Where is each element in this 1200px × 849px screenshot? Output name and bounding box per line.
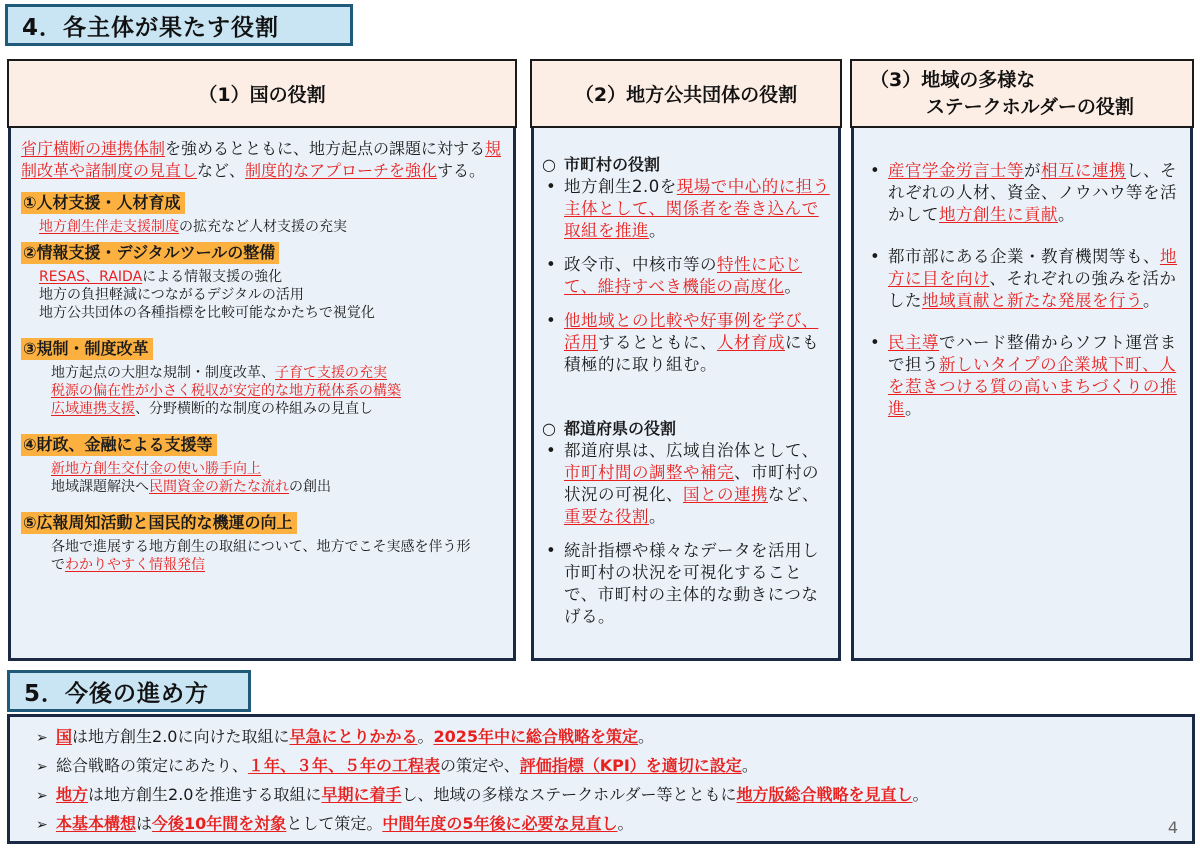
arrow-bullet-icon: ➢ [36,817,48,833]
spacer [21,322,503,332]
national-subheading: ⑤広報周知活動と国民的な機運の向上 [21,512,297,534]
plain-text: の拡充など人材支援の充実 [179,219,347,235]
emphasis-text: 相互に連携 [1041,161,1126,180]
subitem-line [51,364,503,382]
plain-text: 。 [649,221,666,240]
plain-text: による情報支援の強化 [142,269,283,285]
plain-text: 都市部にある企業・教育機関等も、 [888,247,1160,266]
column-header-stakeholders [850,59,1194,128]
emphasis-text: 地方に目を向け [888,247,1177,288]
local-gov-bullets [542,440,832,628]
plain-text: にも積極的に取り組む。 [564,333,819,374]
emphasis-text: RESAS、RAIDA [39,269,143,285]
emphasis-text: 評価指標（KPI）を適切に設定 [519,756,742,775]
emphasis-text: 制度的なアプローチを強化 [245,161,438,180]
bullet-item [542,254,832,298]
plain-text: で [51,557,65,573]
group-heading-text: 都道府県の役割 [564,419,677,438]
group-heading-text: 市町村の役割 [564,155,661,174]
emphasis-text: 市町村間の調整や補完 [564,463,734,482]
plain-text: する。 [437,161,486,180]
plain-text: 。 [1058,205,1075,224]
emphasis-text: 2025年中に総合戦略を策定 [433,727,639,746]
emphasis-text: 本基本構想 [56,814,137,833]
plain-text: は地方創生2.0を推進する取組に [88,785,322,804]
emphasis-text: 今後10年間を対象 [152,814,287,833]
plain-text: 政令市、中核市等の [564,255,717,274]
local-gov-bullets [542,176,832,376]
bullet-item [866,246,1180,312]
plain-text: 。 [912,785,929,804]
plain-text: 、市町村の状況の可視化、 [564,463,819,504]
emphasis-text: 子育て支援の充実 [275,365,387,381]
plain-text: 都道府県は、広域自治体として、 [564,441,819,460]
bullet-item [542,540,832,628]
bullet-item [866,332,1180,420]
emphasis-text: 地域貢献と新たな発展を行う [922,291,1143,310]
emphasis-text: 早期に着手 [321,785,402,804]
emphasis-text: 地方 [56,785,89,804]
emphasis-text: 地方創生に貢献 [939,205,1058,224]
emphasis-text: 規制改革や諸制度の見直し [21,139,502,180]
subitem-line [51,478,503,496]
stakeholders-bullets [866,160,1180,420]
subitem-line [39,268,503,286]
section-4-title: 4．各主体が果たす役割 [5,4,353,46]
national-intro [21,138,503,182]
plain-text: 地方起点の大胆な規制・制度改革、 [51,365,275,381]
column-body-local-gov [531,128,841,661]
plain-text: 。 [741,756,758,775]
emphasis-text: 地方創生伴走支援制度 [39,219,179,235]
subitem-line [51,556,503,574]
column-body-national [8,128,516,661]
national-subheading: ①人材支援・人材育成 [21,192,185,214]
plain-text: 。 [417,727,434,746]
spacer [21,418,503,428]
subitem-line [39,304,503,322]
emphasis-text: 新しいタイプの企業城下町、人を惹きつける質の高いまちづくりの推進 [888,355,1177,418]
emphasis-text: 税源の偏在性が小さく税収が安定的な地方税体系の構築 [51,383,401,399]
emphasis-text: 民主導 [888,333,939,352]
emphasis-text: 省庁横断の連携体制 [21,139,166,158]
subitem-line [51,400,503,418]
plain-text: し、地域の多様なステークホルダー等とともに [401,785,737,804]
plain-text: 地方の負担軽減につながるデジタルの活用 [39,287,304,303]
plain-text: 。 [649,507,666,526]
emphasis-text: 早急にとりかかる [289,727,418,746]
subitem-line [39,218,503,236]
spacer [21,496,503,506]
next-step-item [36,781,1192,810]
subitem-line [51,460,503,478]
circle-marker-icon: ○ [542,155,556,174]
column-body-stakeholders [851,128,1193,661]
emphasis-text: 民間資金の新たな流れ [149,479,289,495]
arrow-bullet-icon: ➢ [36,788,48,804]
emphasis-text: 他地域との比較や好事例を学び、活用 [564,311,819,352]
national-items [21,186,503,574]
plain-text: 総合戦略の策定にあたり、 [56,756,249,775]
column-header-local-gov: （2）地方公共団体の役割 [530,59,842,128]
column-header-national: （1）国の役割 [7,59,517,128]
arrow-bullet-icon: ➢ [36,759,48,775]
plain-text: 。 [905,399,922,418]
emphasis-text: 国 [56,727,73,746]
plain-text: 統計指標や様々なデータを活用し市町村の状況を可視化することで、市町村の主体的な動きにつなげる。 [564,541,819,626]
emphasis-text: 重要な役割 [564,507,649,526]
plain-text: 地域課題解決へ [51,479,149,495]
national-subitems [21,218,503,236]
bullet-item [542,440,832,528]
emphasis-text: 地方版総合戦略を見直し [736,785,913,804]
plain-text: を強めるとともに、地方起点の課題に対する [165,139,486,158]
plain-text: するとともに、 [598,333,717,352]
section-5-title: 5．今後の進め方 [7,670,251,712]
emphasis-text: 人材育成 [717,333,785,352]
emphasis-text: 特性に応じて、維持すべき機能の高度化 [564,255,802,296]
next-step-item [36,723,1192,752]
plain-text: 各地で進展する地方創生の取組について、地方でこそ実感を伴う形 [51,539,471,555]
plain-text: 地方創生2.0を [564,177,677,196]
subitem-line [51,538,503,556]
plain-text: の策定や、 [440,756,520,775]
plain-text: など、 [768,485,819,504]
emphasis-text: 中間年度の5年後に必要な見直し [382,814,618,833]
plain-text: 、それぞれの強みを活かした [888,269,1177,310]
plain-text: の創出 [289,479,331,495]
next-step-item [36,752,1192,781]
plain-text: 。 [638,727,655,746]
emphasis-text: 産官学金労言士等 [888,161,1024,180]
national-subitems [21,268,503,322]
section-5-body [7,714,1195,844]
plain-text: は [136,814,153,833]
subitem-line [39,286,503,304]
local-gov-groups [542,154,832,628]
plain-text: 。 [617,814,634,833]
plain-text: 地方公共団体の各種指標を比較可能なかたちで視覚化 [39,305,375,321]
emphasis-text: 広域連携支援 [51,401,135,417]
next-steps-list [36,723,1192,839]
plain-text: など、 [197,161,246,180]
plain-text: が [1024,161,1041,180]
plain-text: し、それぞれの人材、資金、ノウハウ等を活かして [888,161,1177,224]
emphasis-text: 現場で中心的に担う主体として、関係者を巻き込んで取組を推進 [564,177,830,240]
plain-text: は地方創生2.0に向けた取組に [72,727,290,746]
national-subitems [21,538,503,574]
emphasis-text: 新地方創生交付金の使い勝手向上 [51,461,261,477]
national-subitems [21,364,503,418]
emphasis-text: わかりやすく情報発信 [65,557,205,573]
plain-text: 、分野横断的な制度の枠組みの見直し [135,401,373,417]
local-gov-group-heading [542,418,832,440]
plain-text: 。 [784,277,802,296]
subitem-line [51,382,503,400]
page-number: 4 [1167,818,1178,837]
plain-text: でハード整備からソフト運営まで担う [888,333,1177,374]
next-step-item [36,810,1192,839]
national-subheading: ④財政、金融による支援等 [21,434,217,456]
national-subheading: ②情報支援・デジタルツールの整備 [21,242,279,264]
emphasis-text: １年、３年、５年の工程表 [248,756,441,775]
national-subitems [21,460,503,496]
local-gov-group-heading [542,154,832,176]
bullet-item [866,160,1180,226]
bullet-item [542,176,832,242]
stakeholders-header-line2: ステークホルダーの役割 [926,95,1134,118]
arrow-bullet-icon: ➢ [36,730,48,746]
plain-text: 。 [1143,291,1160,310]
bullet-item [542,310,832,376]
circle-marker-icon: ○ [542,419,556,438]
spacer [542,388,832,418]
stakeholders-header-line1: （3）地域の多様な [870,68,1036,91]
plain-text: として策定。 [286,814,383,833]
national-subheading: ③規制・制度改革 [21,338,153,360]
emphasis-text: 国との連携 [683,485,768,504]
